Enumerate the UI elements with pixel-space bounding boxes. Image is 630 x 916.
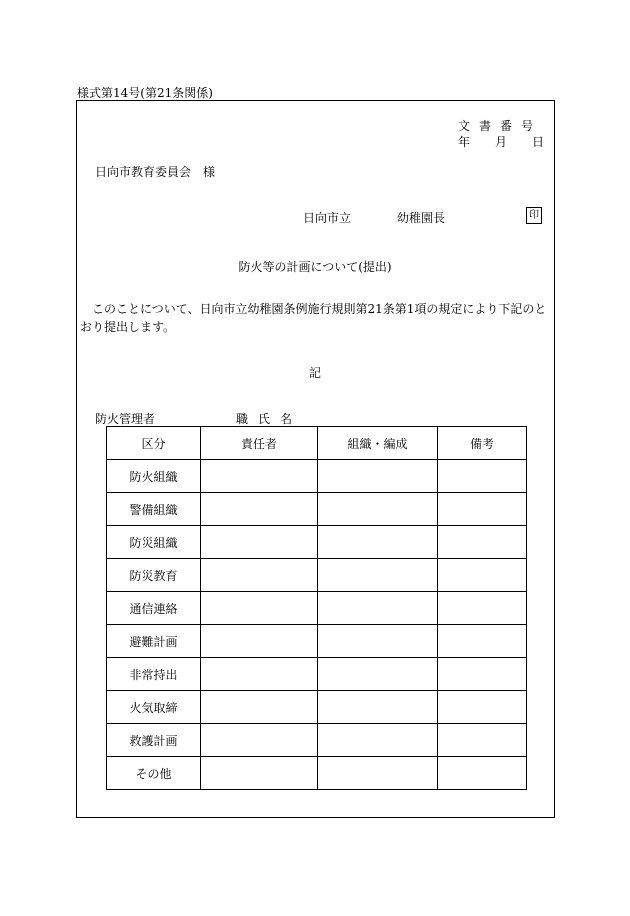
row-organization-cell[interactable]: [318, 559, 438, 592]
row-category-cell: 防災教育: [107, 559, 201, 592]
addressee: 日向市教育委員会 様: [95, 165, 216, 179]
header-remarks: 備考: [438, 427, 527, 460]
row-category-cell: 防災組織: [107, 526, 201, 559]
row-responsible-cell[interactable]: [201, 724, 318, 757]
sender-city: 日向市立: [303, 211, 352, 225]
row-responsible-cell[interactable]: [201, 625, 318, 658]
row-category-cell: 避難計画: [107, 625, 201, 658]
row-remarks-cell[interactable]: [438, 724, 527, 757]
table-row: [107, 559, 527, 592]
row-remarks-cell[interactable]: [438, 757, 527, 790]
ki-heading: 記: [308, 366, 321, 380]
row-organization-cell[interactable]: [318, 592, 438, 625]
row-responsible-cell[interactable]: [201, 691, 318, 724]
plan-table: [106, 426, 527, 790]
row-responsible-cell[interactable]: [201, 658, 318, 691]
row-category-cell: 警備組織: [107, 493, 201, 526]
date-month-label: 月: [494, 135, 507, 149]
row-organization-cell[interactable]: [318, 691, 438, 724]
table-row: [107, 757, 527, 790]
fire-manager-label: 防火管理者: [95, 412, 156, 426]
row-remarks-cell[interactable]: [438, 526, 527, 559]
table-row: [107, 691, 527, 724]
row-remarks-cell[interactable]: [438, 691, 527, 724]
row-responsible-cell[interactable]: [201, 757, 318, 790]
document-number-label: 文書番号: [458, 119, 543, 133]
table-row: [107, 526, 527, 559]
table-row: [107, 625, 527, 658]
header-category: 区分: [107, 427, 201, 460]
row-organization-cell[interactable]: [318, 493, 438, 526]
table-row: [107, 724, 527, 757]
row-category-cell: 防火組織: [107, 460, 201, 493]
row-remarks-cell[interactable]: [438, 460, 527, 493]
row-responsible-cell[interactable]: [201, 460, 318, 493]
row-remarks-cell[interactable]: [438, 493, 527, 526]
row-organization-cell[interactable]: [318, 724, 438, 757]
row-category-cell: 非常持出: [107, 658, 201, 691]
row-organization-cell[interactable]: [318, 625, 438, 658]
body-text: このことについて、日向市立幼稚園条例施行規則第21条第1項の規定により下記のとおり提出します。: [80, 302, 547, 334]
row-responsible-cell[interactable]: [201, 526, 318, 559]
row-organization-cell[interactable]: [318, 658, 438, 691]
table-row: [107, 658, 527, 691]
row-category-cell: その他: [107, 757, 201, 790]
date-line: [458, 133, 544, 150]
date-day-label: 日: [531, 135, 544, 149]
seal-mark: 印: [526, 207, 542, 224]
row-remarks-cell[interactable]: [438, 625, 527, 658]
row-organization-cell[interactable]: [318, 757, 438, 790]
table-header-row: [107, 427, 527, 460]
row-remarks-cell[interactable]: [438, 592, 527, 625]
row-remarks-cell[interactable]: [438, 559, 527, 592]
row-category-cell: 通信連絡: [107, 592, 201, 625]
fire-manager-name-label: 職氏名: [236, 412, 303, 426]
row-responsible-cell[interactable]: [201, 592, 318, 625]
document-title: 防火等の計画について(提出): [238, 260, 392, 274]
row-remarks-cell[interactable]: [438, 658, 527, 691]
row-organization-cell[interactable]: [318, 526, 438, 559]
form-number: 様式第14号(第21条関係): [77, 86, 213, 100]
sender-title: 幼稚園長: [397, 211, 446, 225]
table-row: [107, 592, 527, 625]
date-year-label: 年: [458, 135, 471, 149]
header-organization: 組織・編成: [318, 427, 438, 460]
row-category-cell: 救護計画: [107, 724, 201, 757]
row-responsible-cell[interactable]: [201, 559, 318, 592]
row-organization-cell[interactable]: [318, 460, 438, 493]
row-responsible-cell[interactable]: [201, 493, 318, 526]
table-row: [107, 460, 527, 493]
table-row: [107, 493, 527, 526]
header-responsible: 責任者: [201, 427, 318, 460]
row-category-cell: 火気取締: [107, 691, 201, 724]
